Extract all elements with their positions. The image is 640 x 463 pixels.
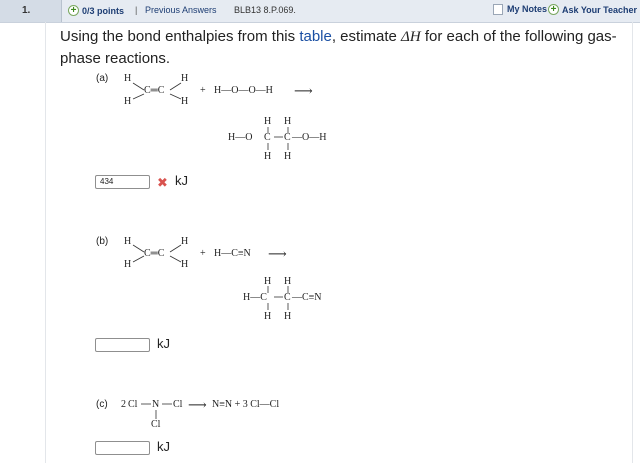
part-a-label: (a): [96, 73, 109, 84]
reaction-arrow: ⟶: [268, 246, 287, 261]
part-b-label: (b): [96, 236, 109, 247]
unit-label: kJ: [157, 336, 170, 351]
incorrect-icon: ✖: [157, 175, 168, 190]
atom-h: H: [181, 259, 189, 270]
atom-h: H: [181, 73, 189, 84]
points-label: 0/3 points: [82, 5, 125, 16]
question-header: [0, 0, 640, 23]
atom-c: C: [284, 132, 291, 143]
atom-h: H: [124, 73, 132, 84]
bond-line: [170, 83, 181, 90]
unit-label: kJ: [175, 173, 188, 188]
coefficient: 2: [121, 399, 126, 410]
prompt-text: , estimate: [331, 28, 402, 45]
bond-line: [170, 245, 181, 252]
atom-h: H: [264, 311, 272, 322]
delta-h-symbol: ΔH: [401, 29, 421, 45]
atom-n: N: [152, 399, 160, 410]
atom-h: H: [264, 276, 272, 287]
hydrogen-cyanide: H—C≡N: [214, 248, 251, 259]
atom-cl: Cl: [173, 399, 183, 410]
points-indicator[interactable]: [68, 5, 124, 16]
ask-teacher-button[interactable]: [548, 4, 637, 15]
plus-icon: +: [68, 5, 79, 16]
bond-line: [170, 256, 181, 262]
products-c: N≡N + 3 Cl—Cl: [212, 399, 280, 410]
hydroxyl-right: —O—H: [292, 132, 327, 143]
hydroxyl-left: H—O: [228, 132, 253, 143]
right-border: [632, 22, 633, 463]
reaction-arrow: ⟶: [294, 83, 313, 98]
part-c-label: (c): [96, 399, 108, 410]
previous-answers-link[interactable]: Previous Answers: [145, 5, 217, 15]
plus-icon: +: [548, 4, 559, 15]
notes-checkbox-icon: [493, 4, 503, 15]
my-notes-button[interactable]: [493, 4, 547, 15]
h-c-bond: H—C: [243, 292, 267, 303]
reaction-arrow: ⟶: [188, 397, 207, 412]
bond-line: [133, 83, 144, 90]
atom-h: H: [284, 151, 292, 162]
question-number: 1.: [0, 0, 62, 22]
unit-label: kJ: [157, 439, 170, 454]
bond-line: [170, 94, 181, 99]
bond-line: [133, 94, 144, 99]
bond-line: [133, 256, 144, 262]
answer-input-b[interactable]: [95, 338, 150, 352]
answer-input-c[interactable]: [95, 441, 150, 455]
atom-h: H: [284, 311, 292, 322]
atom-c: C: [264, 132, 271, 143]
atom-h: H: [124, 259, 132, 270]
prompt-text: Using the bond enthalpies from this: [60, 28, 300, 45]
nitrile-group: —C≡N: [292, 292, 322, 303]
double-bond-cc: C═C: [144, 248, 165, 259]
atom-c: C: [284, 292, 291, 303]
double-bond-cc: C═C: [144, 85, 165, 96]
atom-h: H: [124, 96, 132, 107]
atom-h: H: [181, 96, 189, 107]
atom-h: H: [264, 116, 272, 127]
atom-h: H: [124, 236, 132, 247]
atom-h: H: [284, 116, 292, 127]
bond-line: [133, 245, 144, 252]
header-separator: |: [135, 5, 138, 15]
prompt-text: for each of the following gas-phase reactions.: [60, 28, 617, 67]
question-prompt: [60, 26, 620, 70]
left-border: [45, 22, 46, 463]
hydrogen-peroxide: H—O—O—H: [214, 85, 273, 96]
atom-h: H: [181, 236, 189, 247]
ask-teacher-label: Ask Your Teacher: [562, 4, 638, 15]
plus-sign: +: [200, 85, 206, 96]
answer-input-a[interactable]: 434: [95, 175, 150, 189]
bond-table-link[interactable]: table: [299, 28, 332, 45]
atom-cl: Cl: [128, 399, 138, 410]
atom-h: H: [264, 151, 272, 162]
atom-h: H: [284, 276, 292, 287]
my-notes-label: My Notes: [507, 4, 548, 14]
question-code: BLB13 8.P.069.: [234, 5, 296, 15]
plus-sign: +: [200, 248, 206, 259]
atom-cl: Cl: [151, 419, 161, 430]
